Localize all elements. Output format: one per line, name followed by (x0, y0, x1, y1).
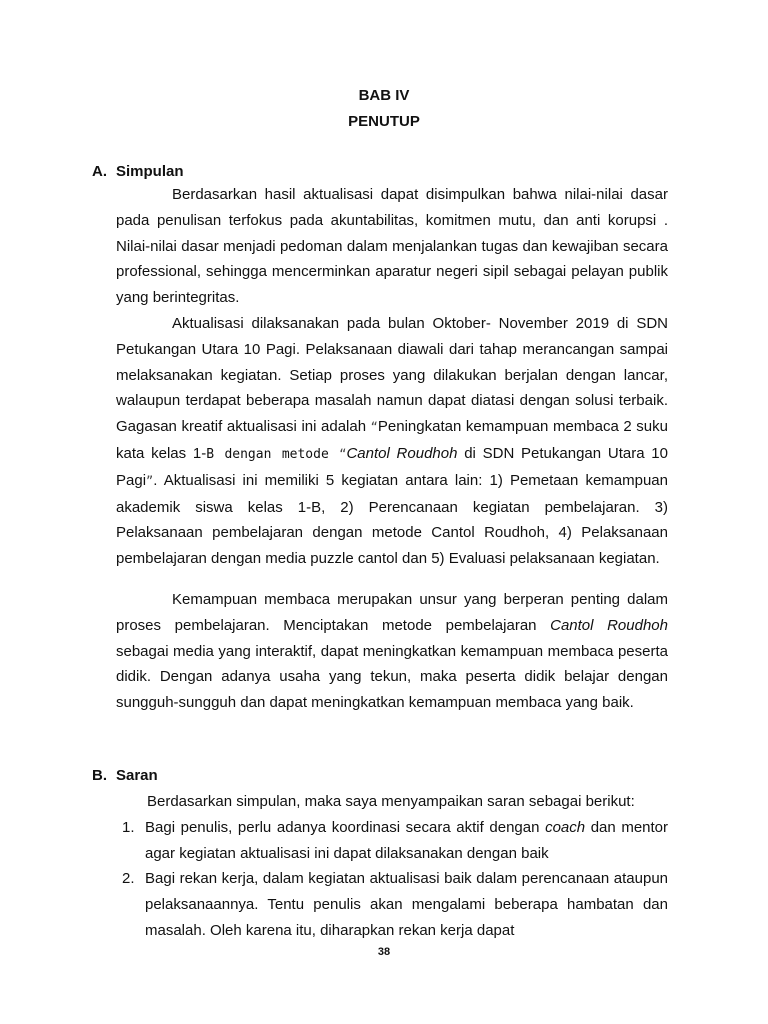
section-a-title: Simpulan (116, 163, 184, 180)
section-b-letter: B. (92, 767, 107, 784)
section-b-title: Saran (116, 767, 158, 784)
p3-italic-method: Cantol Roudhoh (550, 616, 668, 634)
list-text: Bagi penulis, perlu adanya koordinasi secara aktif dengan coach dan mentor agar kegiatan aktualisasi ini dapat dilaksanakan dengan baik (145, 819, 669, 862)
p2-quote-open: “ (370, 420, 378, 435)
section-b-heading (92, 767, 158, 784)
p2-mono-text: B dengan metode (206, 446, 340, 462)
chapter-title: PENUTUP (348, 113, 420, 130)
simpulan-paragraph-2 (116, 311, 668, 572)
p2-text-1: Aktualisasi dilaksanakan pada bulan Oktober- November 2019 di SDN Petukangan Utara 10 Pagi. Pelaksanaan diawali dari tahap merancangan sampai melaksanakan kegiatan. Setiap proses yang dilakukan berjalan dengan lancar, walaupun terdapat beberapa masalah namun dapat diatasi dengan solusi terbaik. Gagasan kreatif aktualisasi ini adalah (116, 315, 668, 436)
p1-text: Berdasarkan hasil aktualisasi dapat disimpulkan bahwa nilai-nilai dasar pada penulisan terfokus pada akuntabilitas, komitmen mutu, dan anti korupsi . Nilai-nilai dasar menjadi pedoman dalam menjalankan tugas dan kewajiban secara professional, sehingga mencerminkan aparatur negeri sipil sebagai pelayan publik yang berintegritas. (116, 186, 668, 307)
section-a-letter: A. (92, 163, 107, 180)
list-number: 1. (122, 819, 135, 836)
p3-text-2: sebagai media yang interaktif, dapat meningkatkan kemampuan membaca peserta didik. Dengan adanya usaha yang tekun, maka peserta didik belajar dengan sungguh-sungguh dan dapat meningkatkan kemampuan membaca yang baik. (116, 642, 668, 712)
page-number: 38 (377, 946, 391, 958)
p2-quote-close: ” (146, 473, 154, 488)
p2-text-2: Peningkatan kemampuan membaca 2 suku kata kelas 1- (116, 418, 668, 462)
section-a-heading (92, 163, 184, 180)
list-number: 2. (122, 870, 135, 887)
list-item (116, 866, 668, 943)
p2-italic-method: Cantol Roudhoh (346, 444, 458, 462)
list-item (116, 815, 668, 867)
coach-italic: coach (545, 819, 586, 836)
simpulan-paragraph-3 (116, 587, 668, 716)
p3-text-1: Kemampuan membaca merupakan unsur yang berperan penting dalam proses pembelajaran. Menciptakan metode pembelajaran (116, 591, 668, 634)
list-text: Bagi rekan kerja, dalam kegiatan aktualisasi baik dalam perencanaan ataupun pelaksanaannya. Tentu penulis akan mengalami beberapa hambatan dan masalah. Oleh karena itu, diharapkan rekan kerja dapat (145, 870, 668, 939)
chapter-label: BAB IV (358, 87, 410, 104)
p2-text-4: . Aktualisasi ini memiliki 5 kegiatan antara lain: 1) Pemetaan kemampuan akademik siswa kelas 1-B, 2) Perencanaan kegiatan pembelajaran. 3) Pelaksanaan pembelajaran dengan metode Cantol Roudhoh, 4) Pelaksanaan pembelajaran dengan media puzzle cantol dan 5) Evaluasi pelaksanaan kegiatan. (116, 471, 668, 568)
simpulan-paragraph-1 (116, 182, 668, 311)
p2-text-3: di SDN Petukangan Utara 10 Pagi (116, 444, 668, 489)
saran-intro: Berdasarkan simpulan, maka saya menyampaikan saran sebagai berikut: (147, 793, 635, 810)
p2-quote-open-2: “ (339, 446, 347, 461)
